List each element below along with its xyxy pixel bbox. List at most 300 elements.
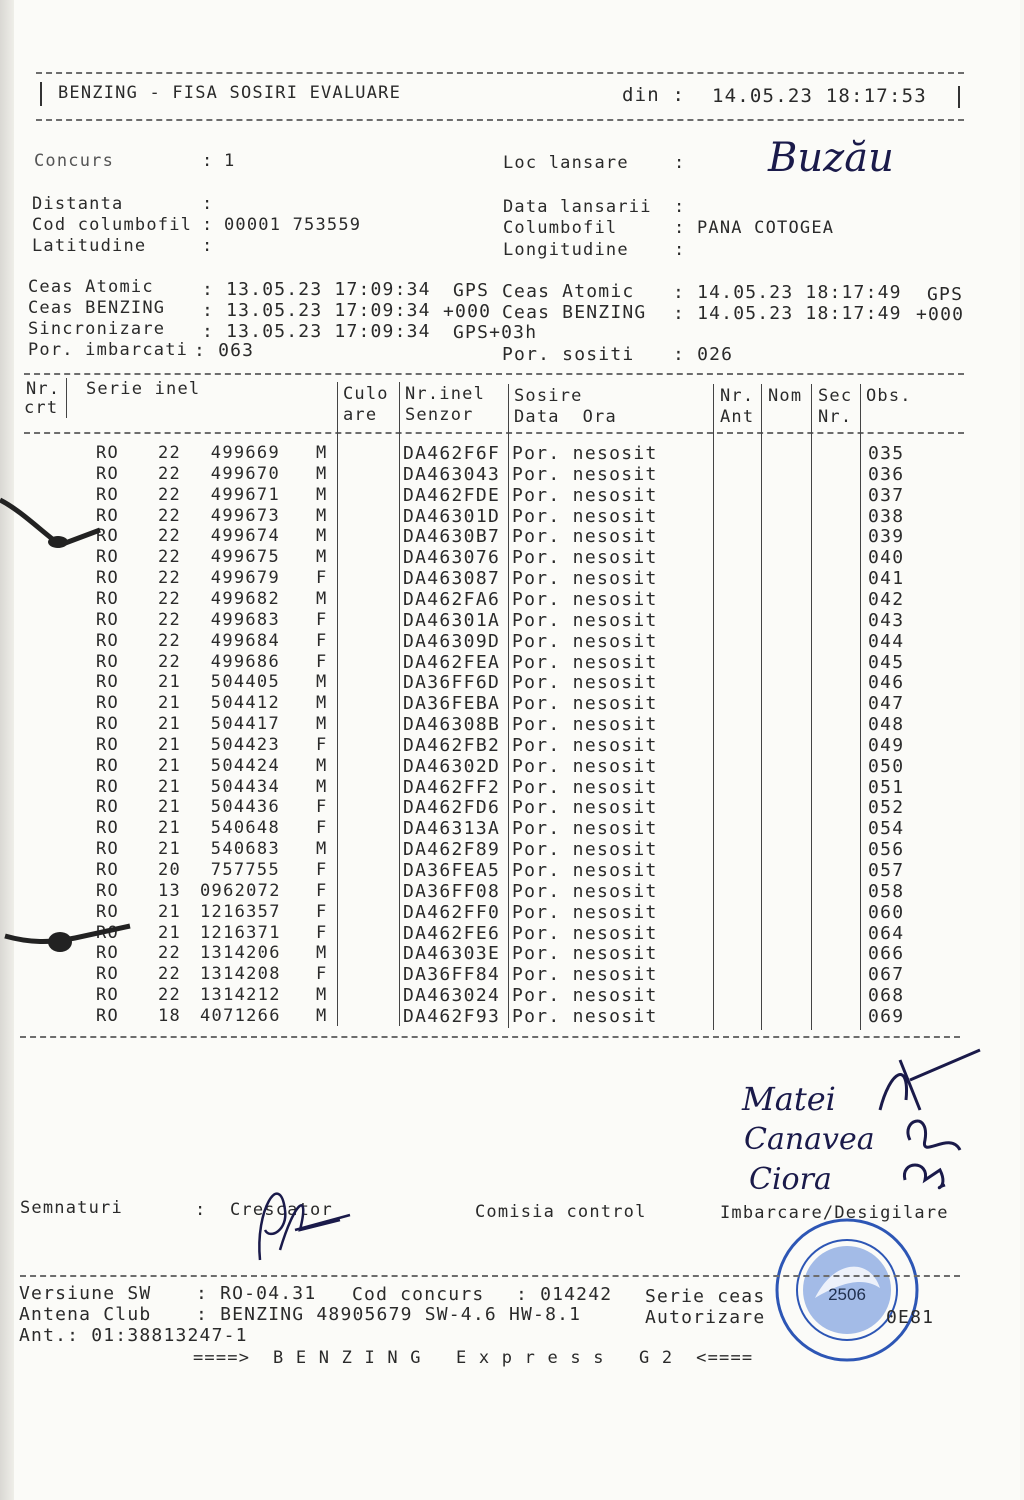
latitudine-label: Latitudine: [32, 236, 147, 256]
row-country: RO: [96, 693, 120, 714]
table-row: [0, 985, 1024, 1006]
row-sensor-id: DA46301A: [403, 609, 501, 631]
row-year: 22: [158, 964, 182, 985]
row-country: RO: [96, 901, 120, 922]
por-imbarcati-count: 063: [218, 340, 255, 361]
row-sensor-id: DA46302D: [403, 755, 501, 777]
cod-columbofil-value: 00001 753559: [224, 215, 362, 235]
table-row: [0, 714, 1024, 735]
row-obs: 054: [868, 818, 905, 840]
row-sex: F: [316, 734, 328, 755]
table-row: [0, 923, 1024, 944]
row-sensor-id: DA462FD6: [403, 797, 501, 819]
row-country: RO: [96, 880, 120, 901]
row-obs: 047: [868, 693, 905, 715]
row-year: 22: [158, 943, 182, 964]
row-year: 22: [158, 568, 182, 589]
row-obs: 058: [868, 880, 905, 902]
row-year: 21: [158, 922, 182, 943]
row-sensor-id: DA36FF84: [403, 964, 501, 986]
row-sex: M: [316, 672, 328, 693]
row-country: RO: [96, 568, 120, 589]
ceas-benzing-left-time: 13.05.23 17:09:34: [226, 300, 431, 321]
row-sensor-id: DA463076: [403, 547, 501, 569]
row-year: 21: [158, 901, 182, 922]
semnaturi-sep: :: [195, 1200, 207, 1220]
table-vline: [66, 378, 67, 418]
row-sex: M: [316, 463, 328, 484]
handwritten-name-2: Canavea: [744, 1122, 875, 1157]
table-row: [0, 652, 1024, 673]
row-sensor-id: DA462FDE: [403, 484, 501, 506]
row-ring-number: 499675: [210, 547, 280, 568]
row-arrival-status: Por. nesosit: [512, 609, 658, 631]
row-obs: 038: [868, 505, 905, 527]
row-sensor-id: DA4630B7: [403, 526, 501, 548]
row-sensor-id: DA46303E: [403, 943, 501, 965]
row-country: RO: [96, 985, 120, 1006]
cod-columbofil-sep: :: [202, 215, 214, 235]
row-obs: 040: [868, 547, 905, 569]
row-arrival-status: Por. nesosit: [512, 964, 658, 986]
col-obs: Obs.: [866, 386, 912, 406]
row-country: RO: [96, 755, 120, 776]
ceas-atomic-right-label: Ceas Atomic: [502, 281, 635, 302]
row-country: RO: [96, 547, 120, 568]
row-arrival-status: Por. nesosit: [512, 734, 658, 756]
row-arrival-status: Por. nesosit: [512, 693, 658, 715]
initial-stroke: [904, 1165, 945, 1188]
row-year: 22: [158, 484, 182, 505]
row-arrival-status: Por. nesosit: [512, 797, 658, 819]
row-ring-number: 1216371: [200, 922, 281, 943]
row-sex: M: [316, 776, 328, 797]
row-sensor-id: DA462FF2: [403, 776, 501, 798]
table-row: [0, 485, 1024, 506]
row-sex: M: [316, 1005, 328, 1026]
sincronizare-label: Sincronizare: [28, 319, 166, 339]
row-arrival-status: Por. nesosit: [512, 1005, 658, 1027]
row-sensor-id: DA36FF08: [403, 880, 501, 902]
crescator-signature: [240, 1170, 360, 1270]
row-obs: 066: [868, 943, 905, 965]
pen-mark-blot: [48, 536, 68, 548]
table-row: [0, 443, 1024, 464]
row-arrival-status: Por. nesosit: [512, 463, 658, 485]
row-sex: M: [316, 588, 328, 609]
por-sositi-count: 026: [697, 344, 734, 365]
row-ring-number: 1314206: [200, 943, 281, 964]
row-ring-number: 499684: [210, 630, 280, 651]
row-country: RO: [96, 818, 120, 839]
row-arrival-status: Por. nesosit: [512, 901, 658, 923]
row-year: 22: [158, 443, 182, 463]
ceas-atomic-right-value: : 14.05.23 18:17:49: [673, 282, 902, 303]
row-country: RO: [96, 839, 120, 860]
row-country: RO: [96, 922, 120, 943]
row-sensor-id: DA46308B: [403, 714, 501, 736]
handwritten-name-1: Matei: [742, 1080, 836, 1118]
row-ring-number: 540648: [210, 818, 280, 839]
col-sosire-2: Data Ora: [514, 407, 617, 427]
initial-stroke: [908, 1121, 960, 1150]
semnaturi-label: Semnaturi: [20, 1198, 123, 1218]
row-ring-number: 499682: [210, 588, 280, 609]
table-row: [0, 818, 1024, 839]
row-arrival-status: Por. nesosit: [512, 714, 658, 736]
row-year: 21: [158, 755, 182, 776]
distanta-label: Distanta: [32, 194, 124, 214]
row-sex: M: [316, 443, 328, 463]
row-country: RO: [96, 943, 120, 964]
row-sex: M: [316, 547, 328, 568]
row-ring-number: 499686: [210, 651, 280, 672]
row-arrival-status: Por. nesosit: [512, 672, 658, 694]
row-sex: F: [316, 922, 328, 943]
row-sensor-id: DA462FF0: [403, 901, 501, 923]
row-obs: 050: [868, 755, 905, 777]
row-sensor-id: DA462F93: [403, 1005, 501, 1027]
row-sensor-id: DA462FE6: [403, 922, 501, 944]
table-row: [0, 1006, 1024, 1027]
row-year: 22: [158, 505, 182, 526]
row-obs: 044: [868, 630, 905, 652]
row-obs: 046: [868, 672, 905, 694]
row-arrival-status: Por. nesosit: [512, 943, 658, 965]
serie-ceas-label: Serie ceas: [645, 1286, 766, 1307]
col-nr-ant-1: Nr.: [720, 386, 755, 406]
row-obs: 067: [868, 964, 905, 986]
ceas-atomic-left-suffix: GPS: [453, 280, 490, 301]
imbarcare-label: Imbarcare/Desigilare: [720, 1203, 949, 1223]
row-ring-number: 504436: [210, 797, 280, 818]
table-row: [0, 777, 1024, 798]
row-obs: 037: [868, 484, 905, 506]
sincronizare-value: : 13.05.23 17:09:34: [202, 321, 431, 342]
cod-concurs-value: : 014242: [516, 1284, 613, 1305]
row-arrival-status: Por. nesosit: [512, 547, 658, 569]
crescator-label: Crescator: [230, 1200, 333, 1220]
row-sensor-id: DA36FEBA: [403, 693, 501, 715]
row-sex: M: [316, 755, 328, 776]
autorizare-label: Autorizare: [645, 1307, 766, 1328]
handwritten-initials: [870, 1040, 990, 1200]
row-year: 22: [158, 463, 182, 484]
row-arrival-status: Por. nesosit: [512, 860, 658, 881]
table-row: [0, 693, 1024, 714]
antena-label: Antena Club: [19, 1304, 152, 1325]
handwritten-name-3: Ciora: [749, 1162, 832, 1197]
row-country: RO: [96, 1005, 120, 1026]
table-row: [0, 610, 1024, 631]
versiune-value: : RO-04.31: [196, 1283, 317, 1304]
loc-lansare-label: Loc lansare: [503, 153, 629, 173]
concurs-label: Concurs: [34, 151, 115, 171]
row-sensor-id: DA462F6F: [403, 443, 501, 464]
initial-stroke: [880, 1050, 980, 1110]
row-country: RO: [96, 630, 120, 651]
cod-columbofil-label: Cod columbofil: [32, 215, 193, 235]
table-row: [0, 964, 1024, 985]
row-country: RO: [96, 484, 120, 505]
row-sensor-id: DA46313A: [403, 818, 501, 840]
row-sensor-id: DA46301D: [403, 505, 501, 527]
row-year: 21: [158, 714, 182, 735]
table-header-rule: [24, 432, 964, 434]
row-country: RO: [96, 714, 120, 735]
row-year: 22: [158, 547, 182, 568]
row-sex: F: [316, 964, 328, 985]
ceas-atomic-right-time: 14.05.23 18:17:49: [697, 282, 902, 303]
row-ring-number: 504412: [210, 693, 280, 714]
row-year: 21: [158, 672, 182, 693]
table-row: [0, 839, 1024, 860]
row-obs: 043: [868, 609, 905, 631]
col-nr-inel-1: Nr.inel: [405, 384, 486, 404]
row-year: 22: [158, 526, 182, 547]
row-obs: 036: [868, 463, 905, 485]
row-year: 22: [158, 651, 182, 672]
row-year: 20: [158, 860, 182, 880]
table-top-rule: [24, 373, 964, 375]
row-arrival-status: Por. nesosit: [512, 484, 658, 506]
table-row: [0, 631, 1024, 652]
row-ring-number: 1314212: [200, 985, 281, 1006]
row-sex: F: [316, 651, 328, 672]
columbofil-value: PANA COTOGEA: [697, 218, 835, 238]
row-ring-number: 504434: [210, 776, 280, 797]
row-year: 13: [158, 880, 182, 901]
row-sex: M: [316, 943, 328, 964]
row-arrival-status: Por. nesosit: [512, 776, 658, 798]
col-nr-ant-2: Ant: [720, 407, 755, 427]
header-left-bar: [40, 82, 42, 106]
row-obs: 039: [868, 526, 905, 548]
footer-top-rule: [20, 1275, 960, 1277]
row-obs: 045: [868, 651, 905, 673]
row-ring-number: 504423: [210, 734, 280, 755]
pen-mark-stroke: [0, 500, 100, 545]
ceas-atomic-right-suffix: GPS: [927, 284, 964, 305]
row-arrival-status: Por. nesosit: [512, 880, 658, 902]
ceas-benzing-left-suffix: +000: [443, 301, 492, 322]
row-country: RO: [96, 797, 120, 818]
row-sex: F: [316, 860, 328, 880]
table-row: [0, 756, 1024, 777]
header-bottom-rule: [36, 119, 964, 121]
table-row: [0, 943, 1024, 964]
row-sensor-id: DA462FB2: [403, 734, 501, 756]
col-sosire-1: Sosire: [514, 386, 583, 406]
table-row: [0, 464, 1024, 485]
table-row: [0, 547, 1024, 568]
table-row: [0, 526, 1024, 547]
row-sex: M: [316, 505, 328, 526]
row-obs: 035: [868, 443, 905, 464]
row-obs: 051: [868, 776, 905, 798]
row-ring-number: 504405: [210, 672, 280, 693]
ceas-benzing-right-label: Ceas BENZING: [502, 302, 647, 323]
row-year: 21: [158, 693, 182, 714]
table-row: [0, 568, 1024, 589]
row-ring-number: 757755: [210, 860, 280, 880]
row-ring-number: 1216357: [200, 901, 281, 922]
row-country: RO: [96, 463, 120, 484]
row-sensor-id: DA36FF6D: [403, 672, 501, 694]
row-country: RO: [96, 505, 120, 526]
handwritten-location: Buzău: [768, 135, 894, 181]
row-ring-number: 499671: [210, 484, 280, 505]
row-arrival-status: Por. nesosit: [512, 985, 658, 1007]
row-sensor-id: DA462F89: [403, 839, 501, 861]
row-year: 22: [158, 588, 182, 609]
concurs-sep: :: [202, 151, 214, 171]
row-ring-number: 499674: [210, 526, 280, 547]
row-sensor-id: DA463043: [403, 463, 501, 485]
row-arrival-status: Por. nesosit: [512, 526, 658, 548]
row-country: RO: [96, 964, 120, 985]
comisia-control-label: Comisia control: [475, 1202, 647, 1222]
row-sex: F: [316, 568, 328, 589]
table-row: [0, 797, 1024, 818]
header-right-bar: [958, 86, 960, 108]
col-culoare-1: Culo: [343, 384, 389, 404]
col-nr-crt-2: crt: [24, 398, 59, 418]
report-date-label: din :: [622, 84, 686, 106]
row-sex: M: [316, 526, 328, 547]
row-sex: M: [316, 839, 328, 860]
row-arrival-status: Por. nesosit: [512, 839, 658, 861]
row-year: 21: [158, 839, 182, 860]
pen-mark-blot: [48, 932, 72, 952]
row-sex: F: [316, 630, 328, 651]
row-sex: M: [316, 714, 328, 735]
por-imbarcati-value: : 063: [194, 340, 255, 361]
row-obs: 049: [868, 734, 905, 756]
col-nom: Nom: [768, 386, 803, 406]
row-ring-number: 1314208: [200, 964, 281, 985]
longitudine-label: Longitudine: [503, 240, 629, 260]
signature-stroke: [259, 1194, 350, 1260]
table-row: [0, 860, 1024, 881]
row-sex: M: [316, 484, 328, 505]
row-ring-number: 504417: [210, 714, 280, 735]
report-datetime: 14.05.23 18:17:53: [712, 85, 927, 107]
row-ring-number: 499683: [210, 609, 280, 630]
row-sex: F: [316, 797, 328, 818]
data-lansarii-sep: :: [674, 197, 686, 217]
row-ring-number: 4071266: [200, 1005, 281, 1026]
row-ring-number: 499679: [210, 568, 280, 589]
row-year: 21: [158, 818, 182, 839]
club-stamp: [775, 1218, 925, 1368]
row-obs: 052: [868, 797, 905, 819]
row-sex: F: [316, 609, 328, 630]
row-year: 21: [158, 776, 182, 797]
col-culoare-2: are: [343, 405, 378, 425]
pen-mark-bottom: [0, 918, 140, 968]
data-lansarii-label: Data lansarii: [503, 197, 652, 217]
row-obs: 042: [868, 588, 905, 610]
table-row: [0, 902, 1024, 923]
columbofil-label: Columbofil: [503, 218, 618, 238]
row-sensor-id: DA36FEA5: [403, 860, 501, 881]
ceas-atomic-left-time: 13.05.23 17:09:34: [226, 279, 431, 300]
por-sositi-value: : 026: [673, 344, 734, 365]
row-country: RO: [96, 443, 120, 463]
col-nr-crt-1: Nr.: [26, 379, 61, 399]
row-arrival-status: Por. nesosit: [512, 651, 658, 673]
longitudine-sep: :: [674, 240, 686, 260]
antena-value: : BENZING 48905679 SW-4.6 HW-8.1: [196, 1304, 582, 1325]
table-row: [0, 881, 1024, 902]
row-sensor-id: DA462FA6: [403, 588, 501, 610]
ceas-atomic-left-value: : 13.05.23 17:09:34: [202, 279, 431, 300]
row-arrival-status: Por. nesosit: [512, 443, 658, 464]
row-year: 22: [158, 630, 182, 651]
table-row: [0, 735, 1024, 756]
row-arrival-status: Por. nesosit: [512, 818, 658, 840]
ceas-benzing-left-label: Ceas BENZING: [28, 298, 166, 318]
row-arrival-status: Por. nesosit: [512, 922, 658, 944]
row-country: RO: [96, 672, 120, 693]
table-row: [0, 506, 1024, 527]
row-sex: M: [316, 693, 328, 714]
concurs-value: 1: [224, 151, 236, 171]
por-imbarcati-label: Por. imbarcati: [28, 340, 189, 360]
row-obs: 041: [868, 568, 905, 590]
columbofil-sep: :: [674, 218, 686, 238]
row-year: 18: [158, 1005, 182, 1026]
row-arrival-status: Por. nesosit: [512, 588, 658, 610]
row-country: RO: [96, 609, 120, 630]
row-sensor-id: DA46309D: [403, 630, 501, 652]
row-sex: F: [316, 901, 328, 922]
row-arrival-status: Por. nesosit: [512, 755, 658, 777]
versiune-label: Versiune SW: [19, 1283, 152, 1304]
row-country: RO: [96, 860, 120, 880]
row-sensor-id: DA463087: [403, 568, 501, 590]
row-sex: F: [316, 818, 328, 839]
row-ring-number: 0962072: [200, 880, 281, 901]
ceas-benzing-right-time: 14.05.23 18:17:49: [697, 303, 902, 324]
sincronizare-time: 13.05.23 17:09:34: [226, 321, 431, 342]
row-ring-number: 499673: [210, 505, 280, 526]
col-serie-inel: Serie inel: [86, 379, 201, 399]
pen-mark-top: [0, 490, 110, 560]
col-sec-1: Sec: [818, 386, 853, 406]
row-arrival-status: Por. nesosit: [512, 630, 658, 652]
row-country: RO: [96, 526, 120, 547]
row-country: RO: [96, 734, 120, 755]
row-arrival-status: Por. nesosit: [512, 568, 658, 590]
row-sex: M: [316, 985, 328, 1006]
latitudine-sep: :: [202, 236, 214, 256]
por-sositi-label: Por. sositi: [502, 344, 635, 365]
distanta-sep: :: [202, 194, 214, 214]
cod-concurs-label: Cod concurs: [352, 1284, 485, 1305]
table-row: [0, 672, 1024, 693]
stamp-number: 2506: [828, 1285, 866, 1304]
row-obs: 057: [868, 860, 905, 881]
row-year: 22: [158, 609, 182, 630]
report-title: BENZING - FISA SOSIRI EVALUARE: [58, 83, 402, 103]
row-country: RO: [96, 588, 120, 609]
row-country: RO: [96, 776, 120, 797]
row-ring-number: 540683: [210, 839, 280, 860]
row-sex: F: [316, 880, 328, 901]
header-top-rule: [36, 72, 964, 74]
